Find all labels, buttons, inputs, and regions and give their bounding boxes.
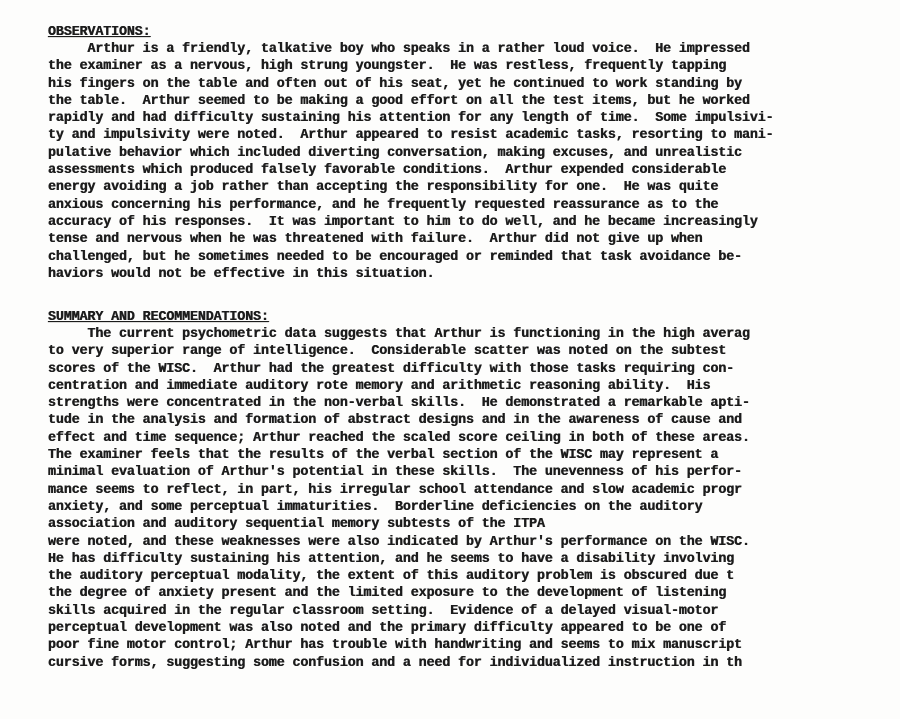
text-line: haviors would not be effective in this situation.	[48, 266, 435, 282]
text-line: the degree of anxiety present and the limited exposure to the development of listening	[48, 586, 727, 602]
text-line: pulative behavior which included diverting conversation, making excuses, and unrealistic	[48, 145, 742, 161]
text-line: perceptual development was also noted and the primary difficulty appeared to be one of	[48, 621, 727, 637]
text-line: effect and time sequence; Arthur reached the scaled score ceiling in both of these areas.	[48, 430, 750, 446]
summary-heading: SUMMARY AND RECOMMENDATIONS:	[48, 310, 269, 325]
text-line: He has difficulty sustaining his attention, and he seems to have a disability involving	[48, 551, 735, 567]
text-line: rapidly and had difficulty sustaining his attention for any length of time. Some impulsivi-	[48, 111, 774, 127]
text-line: accuracy of his responses. It was important to him to do well, and he became increasingly	[48, 214, 758, 230]
text-line: scores of the WISC. Arthur had the greatest difficulty with those tasks requiring con-	[48, 361, 735, 377]
text-line: were noted, and these weaknesses were also indicated by Arthur's performance on the WISC.	[48, 534, 750, 550]
text-line: the table. Arthur seemed to be making a good effort on all the test items, but he worked	[48, 93, 750, 109]
text-line: energy avoiding a job rather than accepting the responsibility for one. He was quite	[48, 180, 719, 196]
text-line: poor fine motor control; Arthur has trouble with handwriting and seems to mix manuscript	[48, 638, 742, 654]
text-line: Arthur is a friendly, talkative boy who speaks in a rather loud voice. He impressed	[48, 42, 750, 57]
text-line: minimal evaluation of Arthur's potential in these skills. The unevenness of his perfor-	[48, 465, 742, 481]
observations-heading: OBSERVATIONS:	[48, 25, 151, 40]
text-line: ty and impulsivity were noted. Arthur appeared to resist academic tasks, resorting to mani-	[48, 128, 774, 144]
text-line: strengths were concentrated in the non-verbal skills. He demonstrated a remarkable apti-	[48, 396, 750, 412]
text-line: centration and immediate auditory rote memory and arithmetic reasoning ability. His	[48, 378, 711, 394]
text-line: the examiner as a nervous, high strung youngster. He was restless, frequently tapping	[48, 59, 727, 75]
text-line: cursive forms, suggesting some confusion and a need for individualized instruction in th	[48, 655, 742, 671]
text-line: his fingers on the table and often out of his seat, yet he continued to work standing by	[48, 76, 742, 92]
text-line: tense and nervous when he was threatened with failure. Arthur did not give up when	[48, 232, 703, 248]
text-line: The current psychometric data suggests that Arthur is functioning in the high averag	[48, 327, 750, 342]
text-line: assessments which produced falsely favorable conditions. Arthur expended considerable	[48, 163, 727, 179]
summary-body	[48, 326, 750, 672]
text-line: skills acquired in the regular classroom setting. Evidence of a delayed visual-motor	[48, 603, 719, 619]
text-line: to very superior range of intelligence. Considerable scatter was noted on the subtest	[48, 344, 727, 360]
observations-body	[48, 41, 773, 283]
text-line: the auditory perceptual modality, the extent of this auditory problem is obscured due t	[48, 569, 735, 585]
text-line: tude in the analysis and formation of abstract designs and in the awareness of cause and	[48, 413, 742, 429]
text-line: association and auditory sequential memory subtests of the ITPA	[48, 517, 545, 533]
text-line: anxiety, and some perceptual immaturities. Borderline deficiencies on the auditory	[48, 499, 703, 515]
text-line: mance seems to reflect, in part, his irregular school attendance and slow academic progr	[48, 482, 742, 498]
text-line: anxious concerning his performance, and he frequently requested reassurance as to the	[48, 197, 719, 213]
text-line: The examiner feels that the results of the verbal section of the WISC may represent a	[48, 448, 719, 464]
text-line: challenged, but he sometimes needed to be encouraged or reminded that task avoidance be-	[48, 249, 742, 265]
